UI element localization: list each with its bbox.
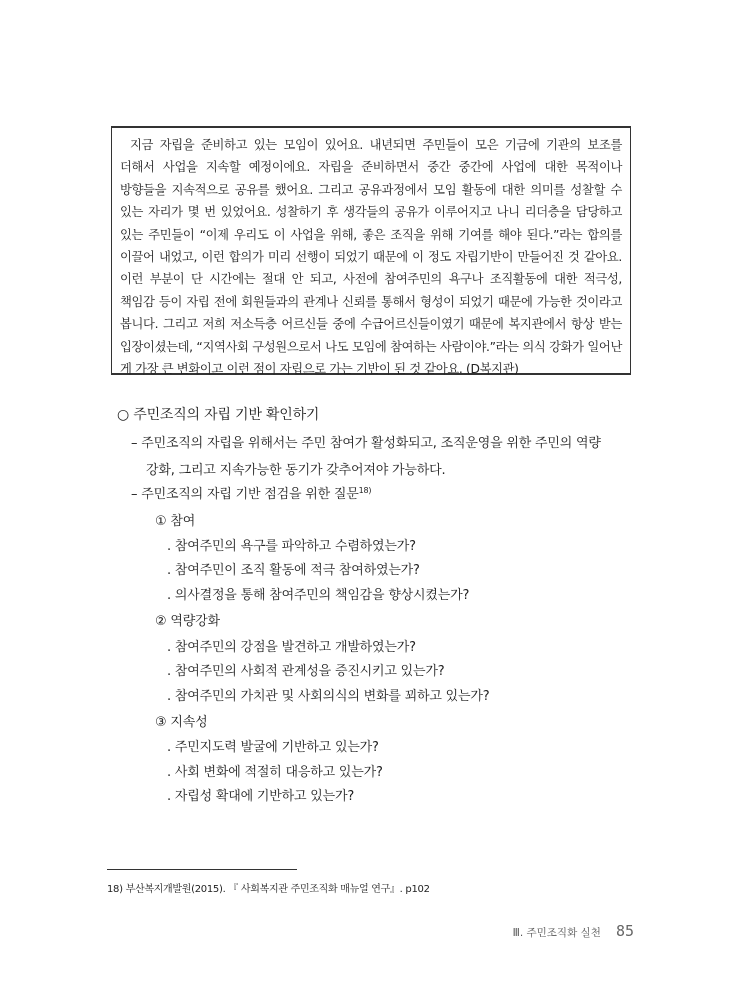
group-title-empowerment: ② 역량강화 bbox=[155, 614, 220, 629]
question-item: . 자립성 확대에 기반하고 있는가? bbox=[167, 789, 355, 804]
group-title-sustainability: ③ 지속성 bbox=[155, 715, 208, 730]
group-title-participation: ① 참여 bbox=[155, 514, 196, 529]
point-2 bbox=[131, 483, 371, 502]
question-item: . 참여주민의 사회적 관계성을 증진시키고 있는가? bbox=[167, 664, 445, 679]
question-item: . 주민지도력 발굴에 기반하고 있는가? bbox=[167, 740, 379, 755]
question-item: . 참여주민이 조직 활동에 적극 참여하였는가? bbox=[167, 563, 420, 578]
page-footer bbox=[513, 921, 634, 940]
footnote-divider bbox=[107, 869, 297, 870]
footnote: 18) 부산복지개발원(2015). 『 사회복지관 주민조직화 매뉴얼 연구』. p102 bbox=[107, 884, 430, 895]
question-item: . 의사결정을 통해 참여주민의 책임감을 향상시켰는가? bbox=[167, 588, 470, 603]
chapter-label: Ⅲ. 주민조직화 실천 bbox=[512, 927, 601, 939]
quote-text: 지금 자립을 준비하고 있는 모임이 있어요. 내년되면 주민들이 모은 기금에 기관의 보조를 더해서 사업을 지속할 예정이에요. 자립을 준비하면서 중간 중간에 사업에 대한 목적이나 방향들을 지속적으로 공유를 했어요. 그리고 공유과정에서 모임 활동에 대한 의미를 성찰할 수 있는 자리가 몇 번 있었어요. 성찰하기 후 생각들의 공유가 이루어지고 나니 리더층을 담당하고 있는 주민들이 “이제 우리도 이 사업을 위해, 좋은 조직을 위해 기여를 해야 된다.”라는 합의를 이끌어 내었고, 이런 합의가 미리 선행이 되었기 때문에 이 정도 자립기반이 만들어진 것 같아요. 이런 부분이 단 시간에는 절대 안 되고, 사전에 참여주민의 욕구나 조직활동에 대한 적극성, 책임감 등이 자립 전에 회원들과의 관계나 신뢰를 통해서 형성이 되었기 때문에 가능한 것이라고 봅니다. 그리고 저희 저소득층 어르신들 중에 수급어르신들이였기 때문에 복지관에서 항상 받는 입장이셨는데, “지역사회 구성원으로서 나도 모임에 참여하는 사람이야.”라는 의식 강화가 일어난 게 가장 큰 변화이고 이런 점이 자립으로 가는 기반이 된 것 같아요. (D복지관) bbox=[120, 138, 622, 377]
question-item: . 참여주민의 욕구를 파악하고 수렴하였는가? bbox=[167, 539, 416, 554]
point-2-text: – 주민조직의 자립 기반 점검을 위한 질문 bbox=[131, 487, 359, 502]
page-number: 85 bbox=[615, 922, 634, 940]
point-1-line-2: 강화, 그리고 지속가능한 동기가 갖추어져야 가능하다. bbox=[146, 463, 446, 478]
question-item: . 사회 변화에 적절히 대응하고 있는가? bbox=[167, 765, 383, 780]
footnote-reference: 18) bbox=[358, 486, 372, 495]
point-1-line-1: – 주민조직의 자립을 위해서는 주민 참여가 활성화되고, 조직운영을 위한 주민의 역량 bbox=[131, 436, 601, 451]
quote-box bbox=[111, 126, 631, 375]
question-item: . 참여주민의 가치관 및 사회의식의 변화를 꾀하고 있는가? bbox=[167, 689, 490, 704]
section-heading: ○ 주민조직의 자립 기반 확인하기 bbox=[117, 407, 320, 423]
question-item: . 참여주민의 강점을 발견하고 개발하였는가? bbox=[167, 640, 416, 655]
